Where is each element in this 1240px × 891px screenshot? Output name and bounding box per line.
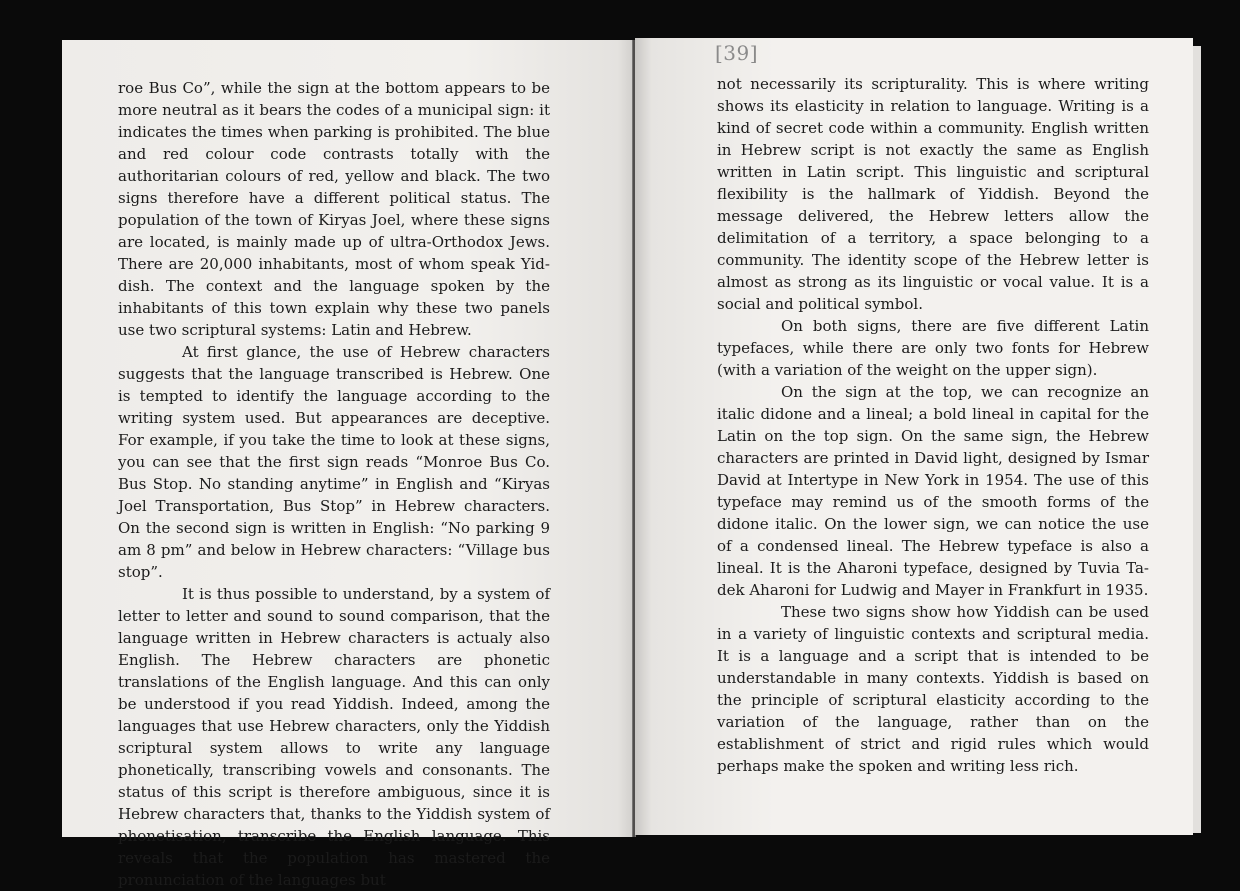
page-number: [39] <box>715 41 759 65</box>
paragraph: not necessarily its scripturality. This is where writing shows its elasticity in relation to language. Writing is a kind of secret code within a community. English written in Hebrew script is not exactly the same as English written in Latin script. This linguistic and scriptural flexibility is the hallmark of Yiddish. Beyond the message delivered, the Hebrew letters allow the delimitation of a territory, a space belonging to a community. The identity scope of the Hebrew letter is almost as strong as its linguistic or vocal value. It is a social and political symbol. <box>717 75 1149 313</box>
paragraph: On both signs, there are five different Latin typefaces, while there are only two fonts for Hebrew (with a variation of the weight on the upper sign). <box>717 317 1149 379</box>
paragraph: These two signs show how Yiddish can be used in a variety of linguistic contexts and scriptural media. It is a language and a script that is intended to be understandable in many contexts. Yiddish is based on the principle of scriptural elasticity according to the variation of the language, rather than on the establishment of strict and rigid rules which would perhaps make the spoken and writing less rich. <box>717 603 1149 775</box>
right-page-body <box>717 73 1149 777</box>
paragraph: roe Bus Co”, while the sign at the bottom appears to be more neutral as it bears the codes of a municipal sign: it indicates the times when parking is prohibited. The blue and red colour code contrasts totally with the authoritarian colours of red, yellow and black. The two signs therefore have a different political status. The population of the town of Kiryas Joel, where these signs are located, is mainly made up of ultra-Orthodox Jews. There are 20,000 inhabitants, most of whom speak Yiddish. The context and the language spoken by the inhabitants of this town explain why these two panels use two scriptural systems: Latin and Hebrew. <box>118 79 550 339</box>
left-page <box>62 40 635 889</box>
right-page <box>635 38 1193 835</box>
paragraph: At first glance, the use of Hebrew characters suggests that the language transcribed is Hebrew. One is tempted to identify the language according to the writing system used. But appearances are deceptive. For example, if you take the time to look at these signs, you can see that the first sign reads “Monroe Bus Co. Bus Stop. No standing anytime” in English and “Kiryas Joel Transportation, Bus Stop” in Hebrew characters. On the second sign is written in English: “No parking 9 am 8 pm” and below in Hebrew characters: “Village bus stop”. <box>118 343 550 581</box>
paragraph: It is thus possible to understand, by a system of letter to letter and sound to sound comparison, that the language written in Hebrew characters is actualy also English. The Hebrew characters are phonetic translations of the English language. And this can only be understood if you read Yiddish. Indeed, among the languages that use Hebrew characters, only the Yiddish scriptural system allows to write any language phonetically, transcribing vowels and consonants. The status of this script is therefore ambiguous, since it is Hebrew characters that, thanks to the Yiddish system of phonetisation, transcribe the English language. This reveals that the population has mastered the pronunciation of the languages but <box>118 585 550 889</box>
paragraph: On the sign at the top, we can recognize an italic didone and a lineal; a bold lineal in capital for the Latin on the top sign. On the same sign, the Hebrew characters are printed in David light, designed by Ismar David at Intertype in New York in 1954. The use of this typeface may remind us of the smooth forms of the didone italic. On the lower sign, we can notice the use of a condensed lineal. The Hebrew typeface is also a lineal. It is the Aharoni typeface, designed by Tuvia Tadek Aharoni for Ludwig and Mayer in Frankfurt in 1935. <box>717 383 1149 599</box>
left-page-body <box>118 77 550 891</box>
